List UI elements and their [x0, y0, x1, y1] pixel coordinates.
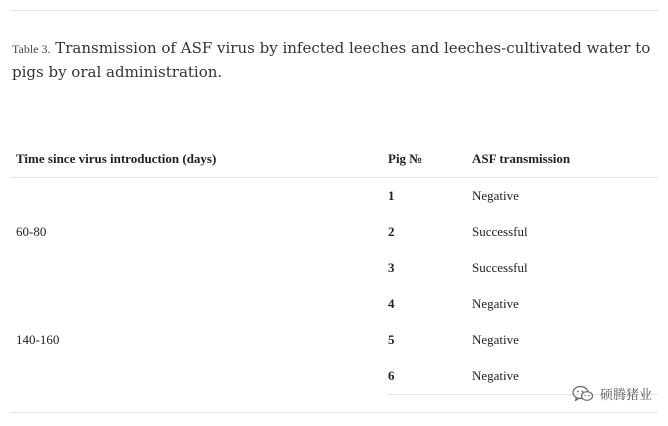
table-header-row [10, 141, 658, 178]
cell-asf: Negative [472, 332, 519, 347]
table-row [10, 178, 658, 215]
cell-pig: 5 [388, 332, 395, 347]
cell-asf: Negative [472, 188, 519, 203]
watermark [572, 384, 652, 403]
cell-pig: 2 [388, 224, 395, 239]
table-caption [12, 37, 662, 84]
cell-time-group: 140-160 [16, 332, 60, 348]
table-row [10, 286, 658, 322]
header-asf: ASF transmission [472, 141, 658, 178]
top-divider [10, 10, 658, 11]
cell-pig: 3 [388, 260, 395, 275]
cell-asf: Negative [472, 296, 519, 311]
watermark-text: 硕腾猪业 [599, 388, 652, 403]
bottom-divider [10, 412, 658, 413]
table-caption-label: Table 3. [12, 42, 51, 56]
cell-asf: Successful [472, 260, 528, 275]
cell-pig: 6 [388, 358, 472, 395]
wechat-chat-icon [572, 385, 594, 403]
cell-time-group: 60-80 [16, 224, 47, 239]
data-table [10, 141, 658, 395]
cell-asf: Negative [472, 358, 658, 395]
cell-pig: 4 [388, 296, 395, 311]
cell-asf: Successful [472, 224, 528, 239]
header-time: Time since virus introduction (days) [10, 141, 388, 178]
header-pig: Pig № [388, 141, 472, 178]
table-caption-text: Transmission of ASF virus by infected leeches and leeches-cultivated water to pigs by oral administration. [12, 39, 651, 81]
cell-pig: 1 [388, 188, 395, 203]
